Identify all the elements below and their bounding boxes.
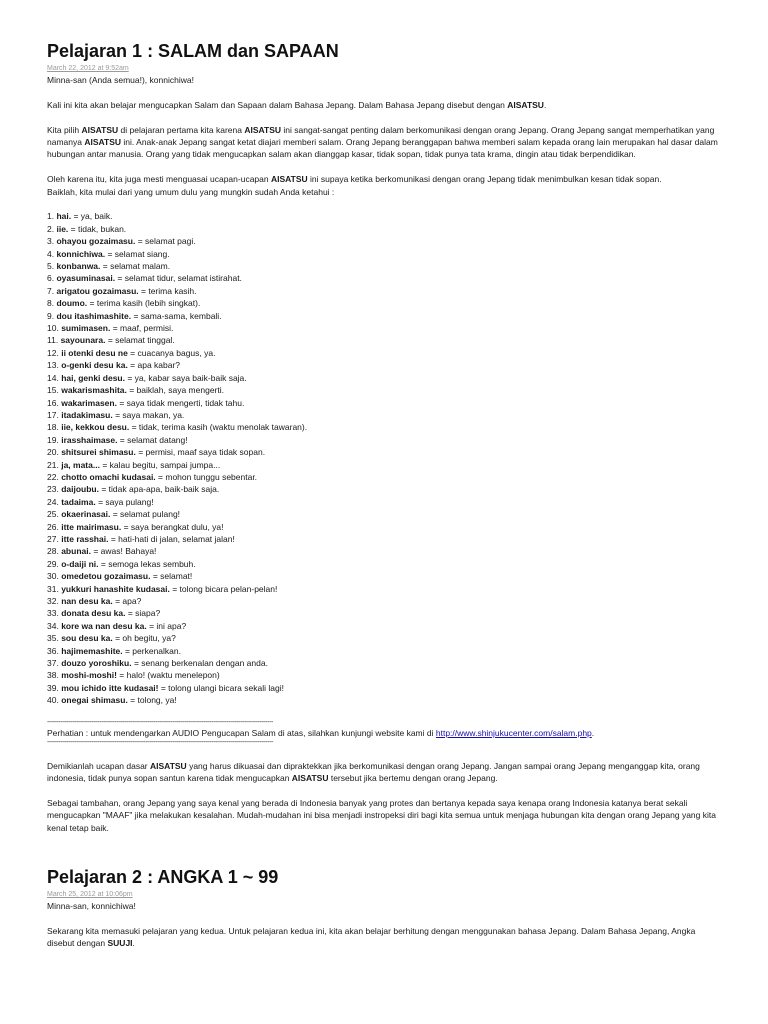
- greeting: Minna-san (Anda semua!), konnichiwa!: [47, 75, 194, 85]
- list-item: 13. o-genki desu ka. = apa kabar?: [47, 360, 181, 371]
- list-item: 9. dou itashimashite. = sama-sama, kembali.: [47, 310, 222, 321]
- list-item: 27. itte rasshai. = hati-hati di jalan, selamat jalan!: [47, 533, 235, 544]
- list-item: 37. douzo yoroshiku. = senang berkenalan dengan anda.: [47, 658, 268, 669]
- list-item: 8. doumo. = terima kasih (lebih singkat).: [47, 298, 201, 309]
- list-item: 11. sayounara. = selamat tinggal.: [47, 335, 175, 346]
- list-item: 18. iie, kekkou desu. = tidak, terima kasih (waktu menolak tawaran).: [47, 422, 308, 433]
- list-item: 28. abunai. = awas! Bahaya!: [47, 546, 157, 557]
- closing-paragraph: Demikianlah ucapan dasar AISATSU yang harus dikuasai dan dipraktekkan jika berkomunikasi dengan orang Jepang. Jangan sampai orang Jepang menganggap kita, orang indonesia, tidak punya sopan santun karena tidak mengucapkan AISATSU tersebut jika bertemu dengan orang Jepang.: [47, 760, 700, 784]
- list-item: 20. shitsurei shimasu. = permisi, maaf saya tidak sopan.: [47, 447, 266, 458]
- post-title: Pelajaran 1 : SALAM dan SAPAAN: [47, 41, 339, 61]
- list-item: 33. donata desu ka. = siapa?: [47, 608, 161, 619]
- list-item: 35. sou desu ka. = oh begitu, ya?: [47, 633, 176, 644]
- list-item: 34. kore wa nan desu ka. = ini apa?: [47, 620, 187, 631]
- list-item: 36. hajimemashite. = perkenalkan.: [47, 645, 181, 656]
- post-title: Pelajaran 2 : ANGKA 1 ~ 99: [47, 867, 279, 888]
- list-item: 12. ii otenki desu ne = cuacanya bagus, ya.: [47, 347, 216, 358]
- importance-paragraph: Kita pilih AISATSU di pelajaran pertama kita karena AISATSU ini sangat-sangat penting dalam berkomunikasi dengan orang Jepang. Orang Jepang sangat memperhatikan yang namanya AISATSU ini. Anak-anak Jepang sangat ketat diajari memberi salam. Orang Jepang beranggapan bahwa memberi salam kepada orang lain merupakan hal dasar dalam hubungan antar manusia. Orang yang tidak mengucapkan salam akan dianggap kasar, tidak sopan, tidak punya tata krama, dingin atau tidak berpendidikan.: [47, 124, 718, 160]
- list-item: 1. hai. = ya, baik.: [47, 211, 113, 222]
- audio-link[interactable]: http://www.shinjukucenter.com/salam.php: [435, 728, 592, 739]
- list-item: 4. konnichiwa. = selamat siang.: [47, 248, 170, 259]
- list-item: 14. hai, genki desu. = ya, kabar saya baik-baik saja.: [47, 372, 247, 383]
- list-item: 24. tadaima. = saya pulang!: [47, 496, 154, 507]
- list-item: 25. okaerinasai. = selamat pulang!: [47, 509, 181, 520]
- post-2: [47, 866, 722, 950]
- additional-paragraph: Sebagai tambahan, orang Jepang yang saya kenal yang berada di Indonesia banyak yang protes dan bertanya kepada saya kenapa orang Indonesia katanya berat sekali mengucapkan "MAAF" jika melakukan kesalahan. Mudah-mudahan ini bisa menjadi instropeksi diri bagi kita semua untuk menjaga hubungan kita dengan orang Jepang yang kita kenal tetap baik.: [47, 798, 716, 833]
- list-item: 23. daijoubu. = tidak apa-apa, baik-baik saja.: [47, 484, 220, 495]
- list-item: 26. itte mairimasu. = saya berangkat dulu, ya!: [47, 521, 224, 532]
- post-1: [47, 40, 722, 834]
- list-item: 32. nan desu ka. = apa?: [47, 596, 142, 606]
- list-item: 6. oyasuminasai. = selamat tidur, selamat istirahat.: [47, 273, 242, 284]
- divider-rule: ---------------------------------------------------------------------------------------------------------------------: [47, 739, 273, 747]
- list-item: 17. itadakimasu. = saya makan, ya.: [47, 409, 185, 420]
- intro-paragraph: Kali ini kita akan belajar mengucapkan Salam dan Sapaan dalam Bahasa Jepang. Dalam Bahasa Jepang disebut dengan AISATSU.: [47, 99, 547, 110]
- list-item: 40. onegai shimasu. = tolong, ya!: [47, 695, 177, 706]
- list-item: 15. wakarismashita. = baiklah, saya mengerti.: [47, 385, 224, 396]
- list-item: 31. yukkuri hanashite kudasai. = tolong bicara pelan-pelan!: [47, 583, 278, 594]
- list-item: 21. ja, mata... = kalau begitu, sampai jumpa...: [47, 459, 221, 470]
- greeting: Minna-san, konnichiwa!: [47, 901, 136, 912]
- list-item: 38. moshi-moshi! = halo! (waktu menelepon): [47, 670, 220, 681]
- divider-rule: ---------------------------------------------------------------------------------------------------------------------: [47, 719, 273, 727]
- list-item: 39. mou ichido itte kudasai! = tolong ulangi bicara sekali lagi!: [47, 682, 284, 693]
- lead-in-paragraph: Oleh karena itu, kita juga mesti menguasai ucapan-ucapan AISATSU ini supaya ketika berkomunikasi dengan orang Jepang tidak menimbulkan kesan tidak sopan. Baiklah, kita mulai dari yang umum dulu yang mungkin sudah Anda ketahui :: [47, 174, 662, 197]
- list-item: 3. ohayou gozaimasu. = selamat pagi.: [47, 236, 196, 247]
- phrase-list: [47, 210, 722, 706]
- list-item: 2. iie. = tidak, bukan.: [47, 223, 127, 234]
- list-item: 16. wakarimasen. = saya tidak mengerti, tidak tahu.: [47, 397, 245, 408]
- audio-notice: Perhatian : untuk mendengarkan AUDIO Pengucapan Salam di atas, silahkan kunjungi website kami di http://www.shinjukucenter.com/salam.php.: [47, 728, 595, 739]
- list-item: 10. sumimasen. = maaf, permisi.: [47, 323, 174, 334]
- list-item: 7. arigatou gozaimasu. = terima kasih.: [47, 285, 197, 296]
- list-item: 5. konbanwa. = selamat malam.: [47, 261, 171, 272]
- list-item: 30. omedetou gozaimasu. = selamat!: [47, 571, 193, 582]
- intro-paragraph: Sekarang kita memasuki pelajaran yang kedua. Untuk pelajaran kedua ini, kita akan belajar berhitung dengan menggunakan bahasa Jepang. Dalam Bahasa Jepang, Angka disebut dengan SUUJI.: [47, 926, 696, 949]
- list-item: 29. o-daiji ni. = semoga lekas sembuh.: [47, 558, 196, 569]
- list-item: 19. irasshaimase. = selamat datang!: [47, 434, 188, 445]
- post-date-link[interactable]: March 22, 2012 at 9:52am: [47, 65, 129, 72]
- list-item: 22. chotto omachi kudasai. = mohon tunggu sebentar.: [47, 471, 258, 482]
- post-date-link[interactable]: March 25, 2012 at 10:06pm: [47, 891, 133, 899]
